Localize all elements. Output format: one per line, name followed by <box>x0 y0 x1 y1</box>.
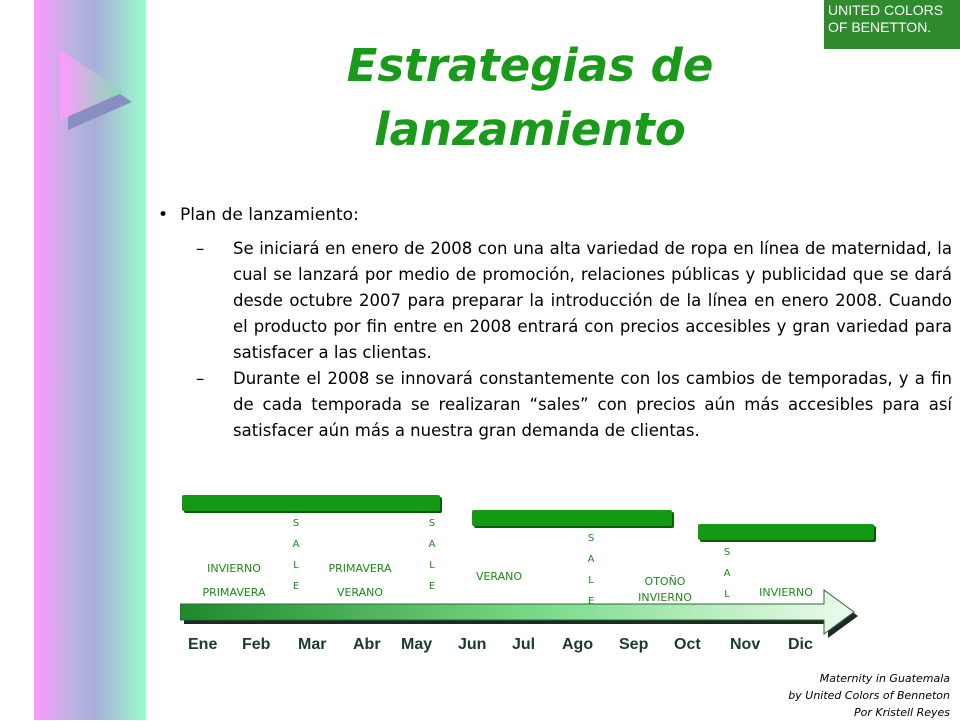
bullet-item <box>158 205 359 225</box>
month-label: Dic <box>788 636 813 653</box>
month-label: Ene <box>188 636 218 653</box>
title-line-1: Estrategias de <box>346 39 714 92</box>
month-label: May <box>401 636 433 653</box>
month-label: Sep <box>619 636 649 653</box>
sale-letter: S <box>723 547 731 558</box>
season-label-line: INVIERNO <box>759 586 813 599</box>
sub-bullet-item <box>196 236 952 366</box>
sub-bullet-list <box>196 236 952 444</box>
sale-letter: E <box>292 581 300 592</box>
sale-letter: S <box>587 533 595 544</box>
sale-letter: S <box>428 518 436 529</box>
footer-credits <box>788 670 950 721</box>
bullet-text: Plan de lanzamiento: <box>180 205 359 225</box>
month-label: Nov <box>730 636 761 653</box>
season-label-line: OTOÑO <box>644 575 686 588</box>
month-label: Feb <box>242 636 271 653</box>
sub-bullet-text: Se iniciará en enero de 2008 con una alta variedad de ropa en línea de maternidad, la cual se lanzará por medio de promoción, relaciones públicas y publicidad que se dará desde octubre 2007 para preparar la introducción de la línea en enero 2008. Cuando el producto por fin entre en 2008 entrará con precios accesibles y gran variedad para satisfacer a las clientas. <box>233 239 952 362</box>
month-label: Oct <box>674 636 701 653</box>
footer-line: by United Colors of Benneton <box>788 689 950 702</box>
season-label-line: VERANO <box>336 586 384 599</box>
dash-symbol: – <box>196 369 205 388</box>
season-label-line: PRIMAVERA <box>328 562 392 575</box>
brand-line-2: OF BENETTON. <box>828 19 932 35</box>
sub-bullet-item <box>196 366 952 444</box>
sale-letter: L <box>588 575 594 586</box>
month-label: Jul <box>512 636 536 653</box>
timeline-arrow <box>180 586 862 642</box>
play-triangle-icon <box>58 46 138 136</box>
page-title <box>250 34 810 162</box>
dash-symbol: – <box>196 239 205 258</box>
sale-letter: A <box>723 568 731 579</box>
season-label-line: PRIMAVERA <box>202 586 266 599</box>
month-label: Jun <box>458 636 487 653</box>
season-label-line: INVIERNO <box>638 591 692 604</box>
footer-line: Por Kristell Reyes <box>853 706 950 719</box>
brand-line-1: UNITED COLORS <box>828 2 944 18</box>
sale-letter: L <box>429 560 435 571</box>
month-label: Ago <box>562 636 594 653</box>
footer-line: Maternity in Guatemala <box>819 672 950 685</box>
brand-logo <box>824 0 960 49</box>
sub-bullet-text: Durante el 2008 se innovará constantemente con los cambios de temporadas, y a fin de cada temporada se realizaran “sales” con precios aún más accesibles para así satisfacer aún más a nuestra gran demanda de clientas. <box>233 369 952 440</box>
month-label: Mar <box>298 636 327 653</box>
season-bar <box>472 510 672 526</box>
sale-letter: A <box>587 554 595 565</box>
sale-letter: L <box>293 560 299 571</box>
sale-letter: L <box>724 589 730 600</box>
sale-label <box>427 513 437 597</box>
season-bar <box>182 495 440 511</box>
sale-label <box>291 513 301 597</box>
sale-letter: E <box>428 581 436 592</box>
sale-letter: A <box>428 539 436 550</box>
season-label-line: VERANO <box>475 570 523 583</box>
title-line-2: lanzamiento <box>374 103 686 156</box>
season-label-line: INVIERNO <box>207 562 261 575</box>
sale-letter: A <box>292 539 300 550</box>
bullet-symbol: • <box>158 205 169 225</box>
month-label: Abr <box>353 636 381 653</box>
sale-letter: E <box>587 596 595 607</box>
sale-letter: S <box>292 518 300 529</box>
season-bar <box>698 524 874 540</box>
season-label <box>460 567 538 587</box>
